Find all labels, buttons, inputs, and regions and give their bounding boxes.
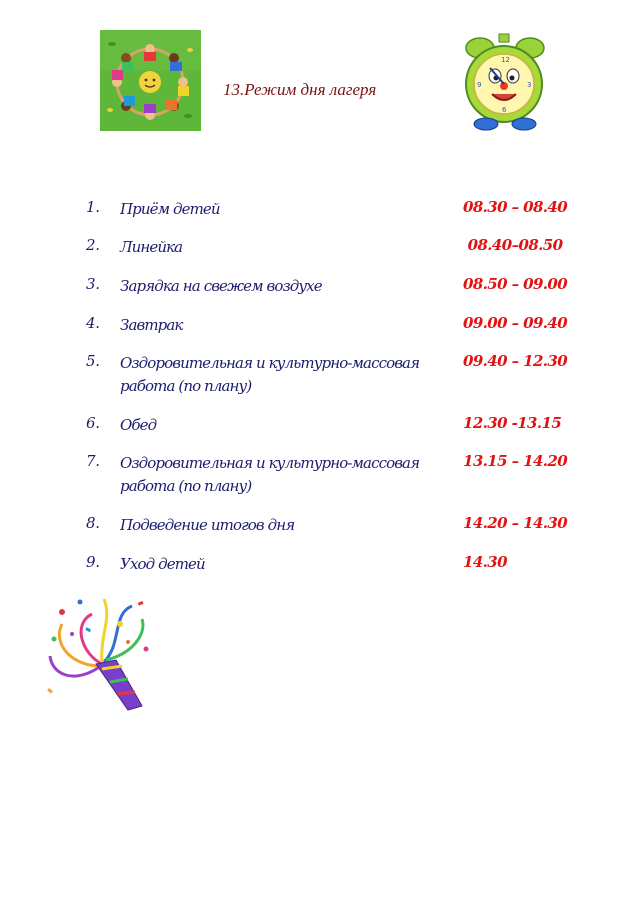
page-title: 13.Режим дня лагеря [223, 80, 377, 99]
item-number: 1. [86, 198, 100, 216]
time-range: 12.30 -13.15 [463, 414, 562, 432]
item-number: 9. [86, 553, 100, 571]
item-number: 8. [86, 514, 100, 532]
time-range: 09.40 – 12.30 [463, 352, 568, 370]
item-number: 7. [86, 452, 100, 470]
time-range: 13.15 – 14.20 [463, 452, 568, 470]
time-range: 08.50 – 09.00 [463, 275, 568, 293]
activity-name: Зарядка на свежем воздухе [120, 277, 322, 295]
activity-name: Уход детей [120, 555, 205, 573]
svg-text:3: 3 [527, 81, 532, 89]
time-range: 09.00 – 09.40 [463, 314, 568, 332]
activity-name: Оздоровительная и культурно-массовая работа (по плану) [120, 354, 420, 395]
item-number: 4. [86, 314, 100, 332]
children-circle-illustration [100, 30, 201, 131]
time-range: 14.20 – 14.30 [463, 514, 568, 532]
svg-text:12: 12 [501, 56, 510, 64]
item-number: 3. [86, 275, 100, 293]
time-range: 08.40–08.50 [463, 236, 563, 254]
svg-text:6: 6 [502, 106, 507, 114]
item-number: 5. [86, 352, 100, 370]
activity-name: Оздоровительная и культурно-массовая работа (по плану) [120, 454, 420, 495]
time-range: 14.30 [463, 553, 507, 571]
party-popper-icon [42, 594, 160, 712]
activity-name: Завтрак [120, 316, 183, 334]
alarm-clock-icon [452, 28, 556, 132]
activity-name: Обед [120, 416, 157, 434]
item-number: 6. [86, 414, 100, 432]
time-range: 08.30 – 08.40 [463, 198, 568, 216]
svg-text:9: 9 [477, 81, 482, 89]
activity-name: Подведение итогов дня [120, 516, 295, 534]
activity-name: Линейка [120, 238, 183, 256]
activity-name: Приём детей [120, 200, 220, 218]
item-number: 2. [86, 236, 100, 254]
